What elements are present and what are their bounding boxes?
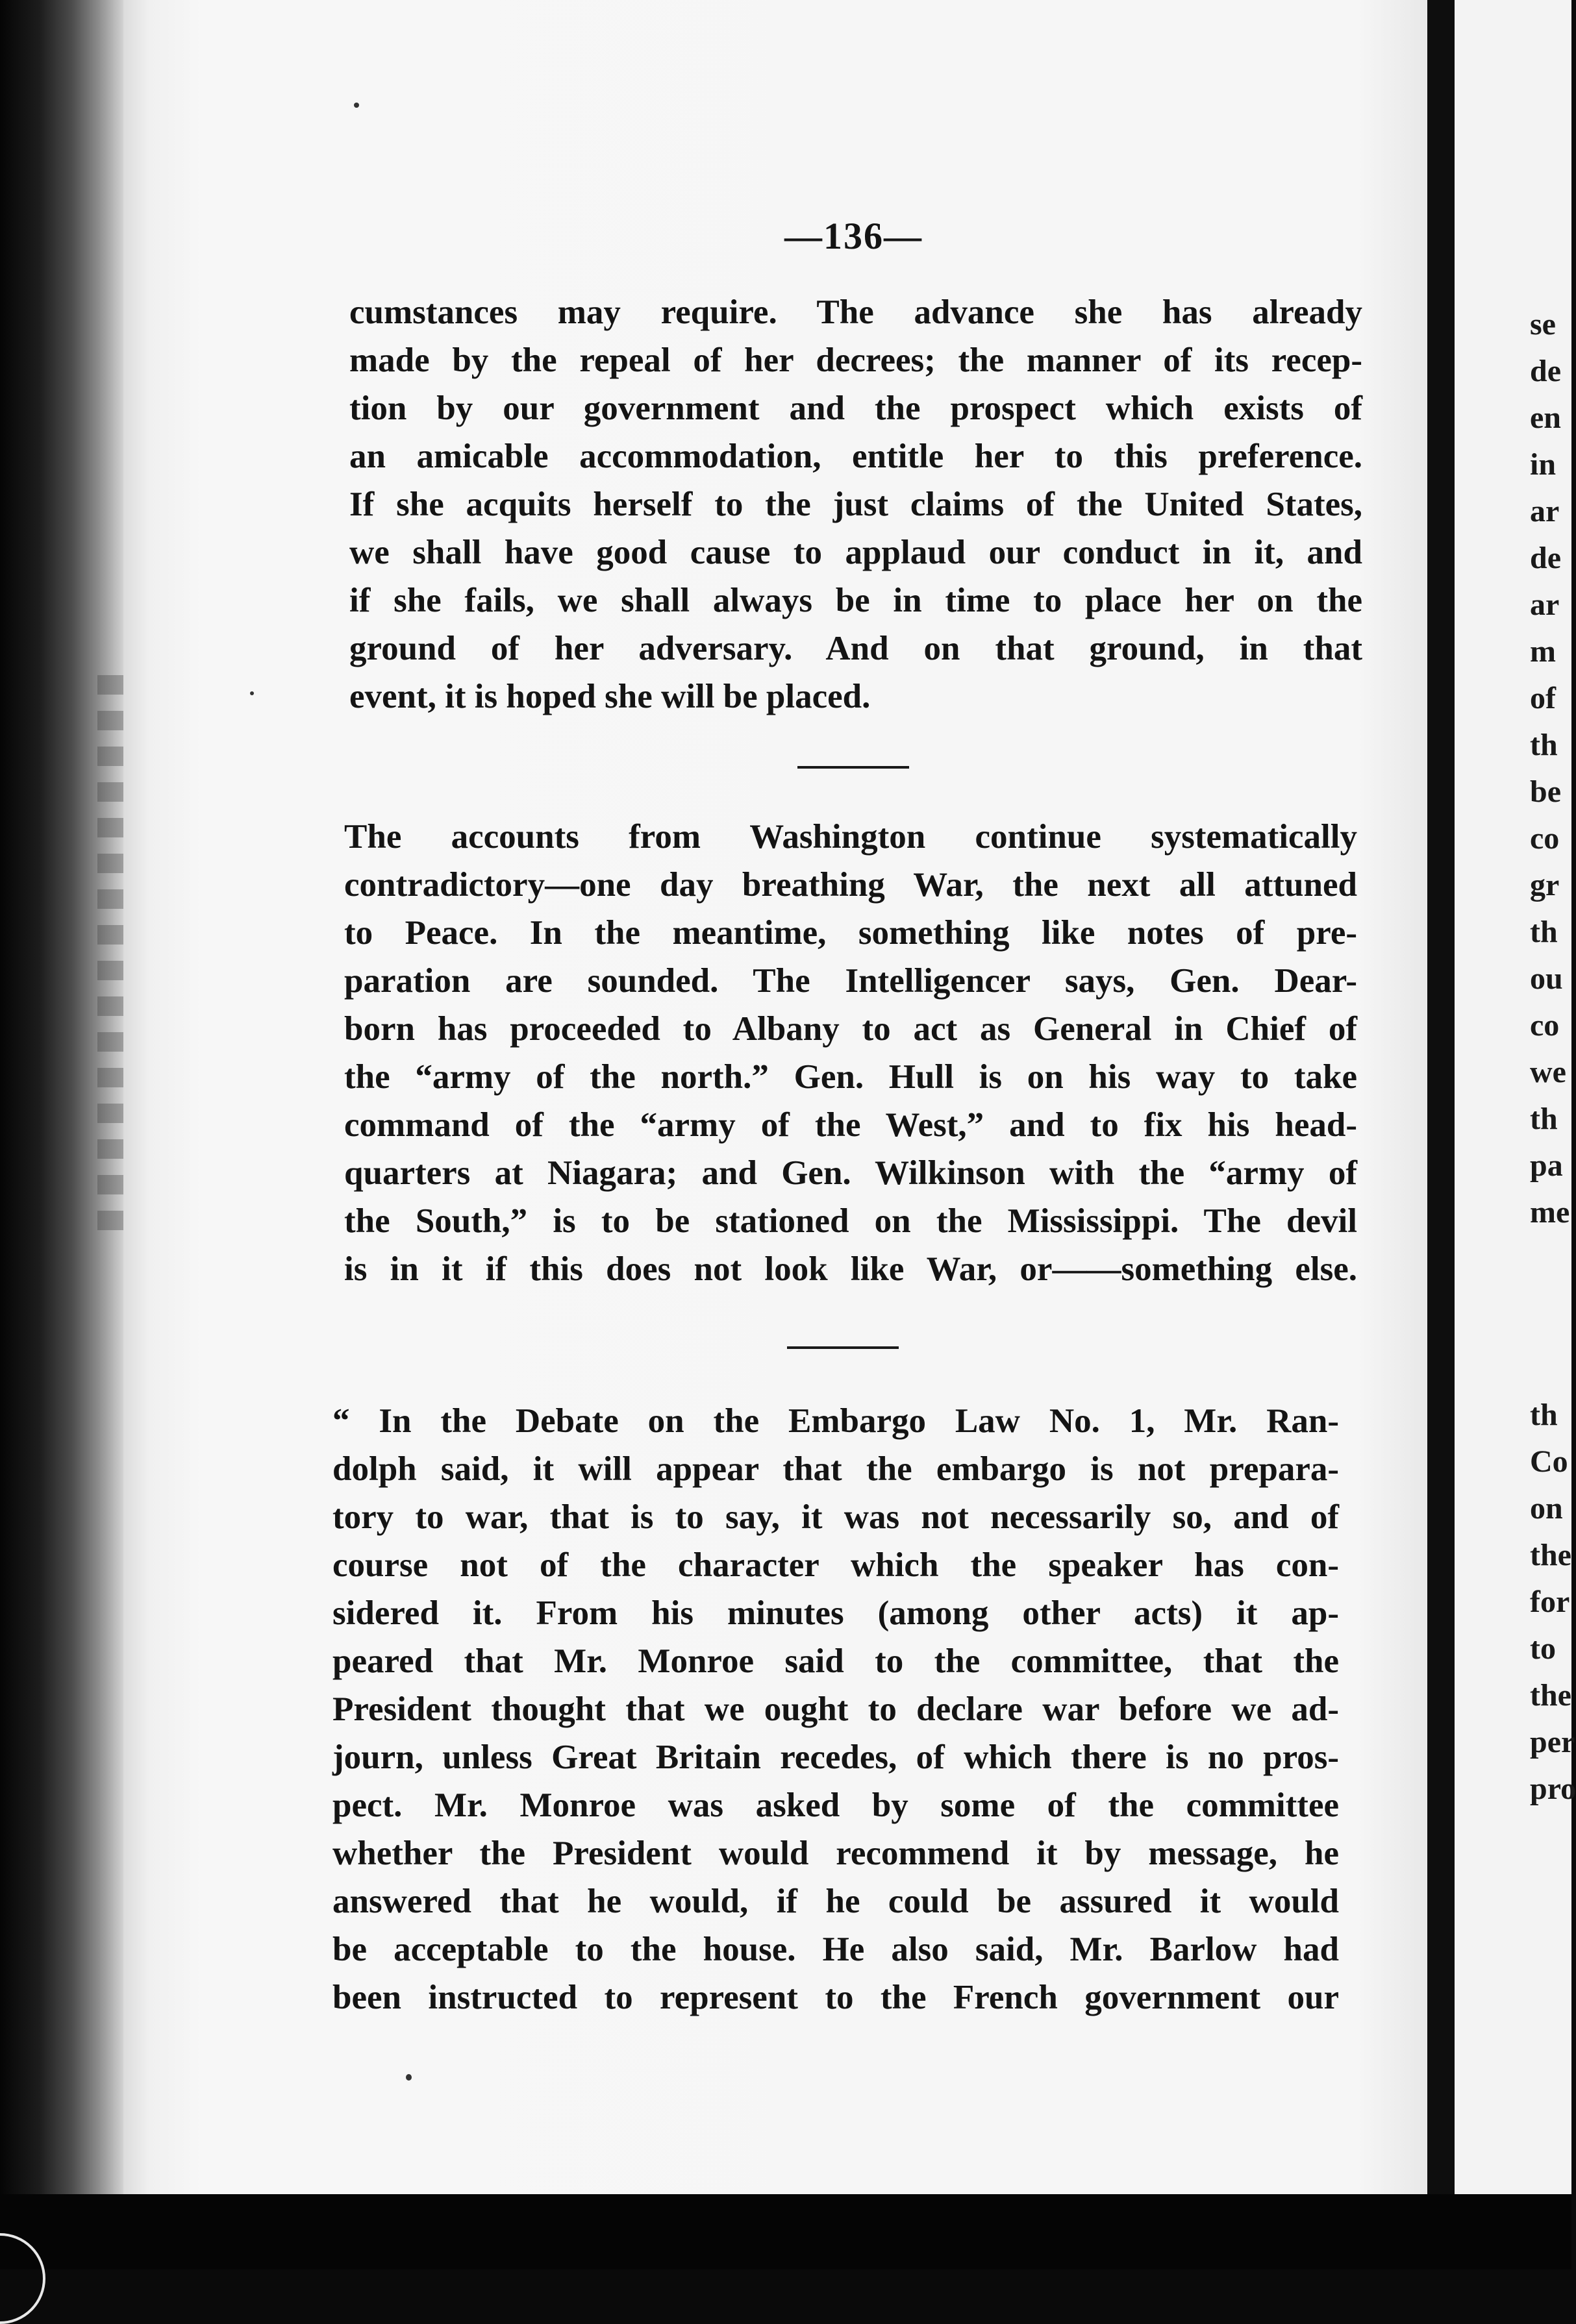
text-line: ground of her adversary. And on that ground, in that — [349, 630, 1362, 667]
text-line: been instructed to represent to the French government our — [332, 1979, 1339, 2016]
facing-page-fragment: we — [1530, 1055, 1566, 1089]
text-line: The accounts from Washington continue systematically — [344, 818, 1357, 856]
facing-page-fragment: ar — [1530, 494, 1560, 528]
text-line: whether the President would recommend it by message, he — [332, 1835, 1339, 1872]
text-line: made by the repeal of her decrees; the manner of its recep- — [349, 341, 1362, 379]
facing-page-fragment: de — [1530, 541, 1561, 575]
text-line: sidered it. From his minutes (among other acts) it ap- — [332, 1594, 1339, 1632]
facing-page-fragment: ou — [1530, 961, 1563, 996]
ink-speck — [354, 103, 359, 108]
text-line: pect. Mr. Monroe was asked by some of the committee — [332, 1786, 1339, 1824]
ink-speck — [406, 2074, 412, 2081]
text-line: “ In the Debate on the Embargo Law No. 1, Mr. Ran- — [332, 1402, 1339, 1440]
facing-page-fragment: gr — [1530, 868, 1560, 902]
scanner-bed — [0, 2194, 1571, 2269]
text-line: journ, unless Great Britain recedes, of which there is no pros- — [332, 1738, 1339, 1776]
facing-page-fragment: of — [1530, 681, 1556, 715]
facing-page-fragment: me — [1530, 1195, 1570, 1230]
text-line: answered that he would, if he could be assured it would — [332, 1883, 1339, 1920]
paragraph-2 — [344, 813, 1357, 1293]
facing-page-fragment: Co — [1530, 1444, 1568, 1479]
page-number: —136— — [784, 215, 923, 257]
text-line: President thought that we ought to declare war before we ad- — [332, 1690, 1339, 1728]
facing-page-fragment: co — [1530, 821, 1560, 856]
text-line: paration are sounded. The Intelligencer says, Gen. Dear- — [344, 962, 1357, 1000]
text-line: the “army of the north.” Gen. Hull is on his way to take — [344, 1058, 1357, 1096]
text-line: command of the “army of the West,” and to fix his head- — [344, 1106, 1357, 1144]
page-gutter — [1427, 0, 1455, 2194]
facing-page-fragment: co — [1530, 1008, 1560, 1043]
text-line: the South,” is to be stationed on the Mississippi. The devil — [344, 1202, 1357, 1240]
text-line: we shall have good cause to applaud our conduct in it, and — [349, 534, 1362, 571]
text-line: quarters at Niagara; and Gen. Wilkinson with the “army of — [344, 1154, 1357, 1192]
facing-page-fragment: for — [1530, 1585, 1570, 1619]
facing-page-fragment: per — [1530, 1725, 1575, 1759]
facing-page-fragment: de — [1530, 354, 1561, 388]
text-line: If she acquits herself to the just claims of the United States, — [349, 486, 1362, 523]
facing-page-fragment: the — [1530, 1678, 1571, 1712]
facing-page-fragment: se — [1530, 307, 1556, 341]
text-line: dolph said, it will appear that the embargo is not prepara- — [332, 1450, 1339, 1488]
facing-page-fragment: the — [1530, 1538, 1571, 1572]
text-line: contradictory—one day breathing War, the next all attuned — [344, 866, 1357, 904]
facing-page-fragment: th — [1530, 915, 1558, 949]
text-line: to Peace. In the meantime, something like notes of pre- — [344, 914, 1357, 952]
text-line: is in it if this does not look like War, or——something else. — [344, 1250, 1357, 1288]
text-line: event, it is hoped she will be placed. — [349, 678, 871, 715]
facing-page-fragment: to — [1530, 1631, 1556, 1666]
section-divider — [787, 1346, 899, 1349]
facing-page-fragment: be — [1530, 774, 1561, 809]
section-divider — [797, 766, 909, 769]
facing-page-fragment: m — [1530, 634, 1556, 669]
paragraph-1 — [349, 288, 1362, 721]
facing-page-fragment: pa — [1530, 1148, 1563, 1183]
text-line: course not of the character which the speaker has con- — [332, 1546, 1339, 1584]
paragraph-3 — [332, 1397, 1339, 2021]
facing-page-fragment: th — [1530, 1102, 1558, 1136]
text-line: peared that Mr. Monroe said to the committee, that the — [332, 1642, 1339, 1680]
text-line: tion by our government and the prospect which exists of — [349, 389, 1362, 427]
facing-page-fragment: pro — [1530, 1772, 1576, 1806]
text-line: born has proceeded to Albany to act as General in Chief of — [344, 1010, 1357, 1048]
text-line: an amicable accommodation, entitle her to this preference. — [349, 438, 1362, 475]
facing-page-fragment: en — [1530, 401, 1561, 435]
text-line: tory to war, that is to say, it was not necessarily so, and of — [332, 1498, 1339, 1536]
text-line: be acceptable to the house. He also said, Mr. Barlow had — [332, 1931, 1339, 1968]
facing-page-fragment: th — [1530, 728, 1558, 762]
facing-page-fragment: th — [1530, 1398, 1558, 1432]
ink-speck — [250, 691, 254, 695]
facing-page-fragment: on — [1530, 1491, 1563, 1526]
margin-bleed-through — [97, 675, 123, 1246]
facing-page-fragment: in — [1530, 447, 1557, 482]
facing-page-fragment: ar — [1530, 587, 1560, 622]
text-line: if she fails, we shall always be in time to place her on the — [349, 582, 1362, 619]
text-line: cumstances may require. The advance she has already — [349, 293, 1362, 331]
